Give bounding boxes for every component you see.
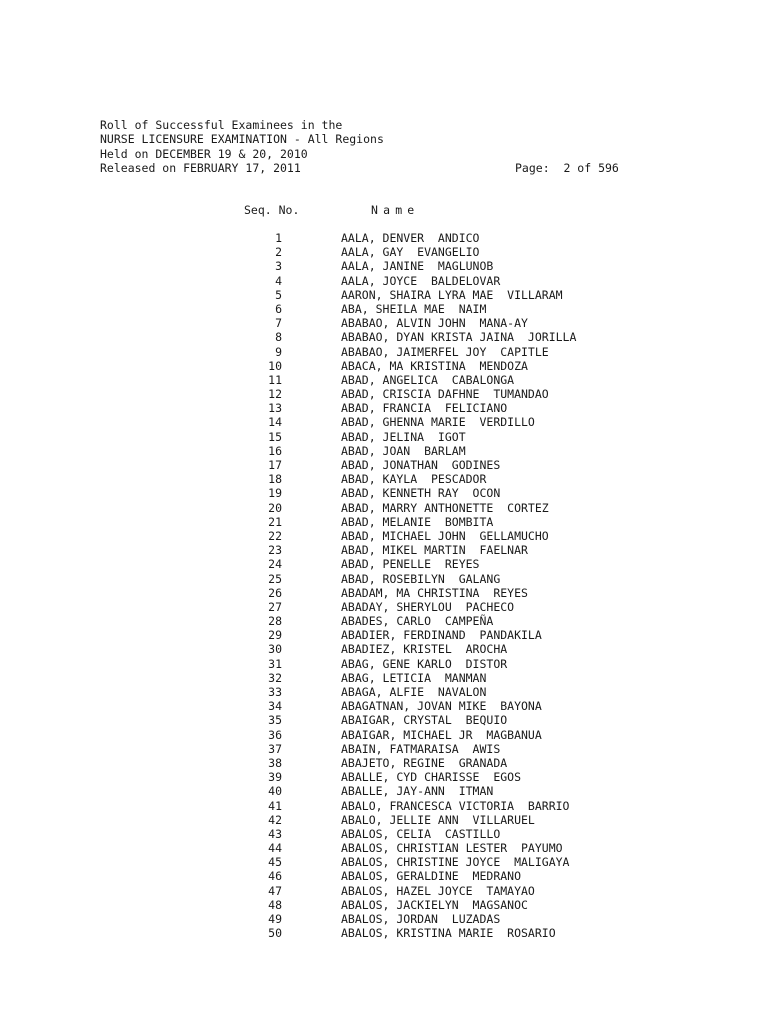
examinee-name: ABA, SHEILA MAE NAIM xyxy=(341,301,487,316)
examinee-name: ABALLE, JAY-ANN ITMAN xyxy=(341,784,494,799)
examinee-row xyxy=(240,600,660,614)
examinee-seq-no: 27 xyxy=(268,599,282,614)
examinee-name: ABAIN, FATMARAISA AWIS xyxy=(341,741,501,756)
examinee-row xyxy=(240,841,660,855)
examinee-seq-no: 29 xyxy=(268,628,282,643)
examinee-name: ABAD, ROSEBILYN GALANG xyxy=(341,571,501,586)
examinee-name: ABALO, FRANCESCA VICTORIA BARRIO xyxy=(341,798,570,813)
examinee-name: ABAD, PENELLE REYES xyxy=(341,557,480,572)
examinee-name: ABALOS, CHRISTIAN LESTER PAYUMO xyxy=(341,841,563,856)
examinee-name: ABALOS, GERALDINE MEDRANO xyxy=(341,869,522,884)
examinee-name: ABALO, JELLIE ANN VILLARUEL xyxy=(341,812,535,827)
examinee-seq-no: 30 xyxy=(268,642,282,657)
examinee-seq-no: 21 xyxy=(268,514,282,529)
examinee-seq-no: 8 xyxy=(275,330,282,345)
examinee-seq-no: 38 xyxy=(268,755,282,770)
header-release-date: Released on FEBRUARY 17, 2011 xyxy=(100,160,301,175)
examinee-row xyxy=(240,799,660,813)
examinee-row xyxy=(240,628,660,642)
examinee-seq-no: 40 xyxy=(268,784,282,799)
examinee-seq-no: 12 xyxy=(268,387,282,402)
examinee-row xyxy=(240,401,660,415)
examinee-row xyxy=(240,557,660,571)
examinee-name: ABADIER, FERDINAND PANDAKILA xyxy=(341,628,542,643)
examinee-seq-no: 6 xyxy=(275,301,282,316)
examinee-row xyxy=(240,302,660,316)
examinee-name: ABALOS, HAZEL JOYCE TAMAYAO xyxy=(341,883,535,898)
examinee-row xyxy=(240,813,660,827)
examinee-seq-no: 11 xyxy=(268,372,282,387)
examinee-row xyxy=(240,884,660,898)
examinee-name: ABAD, KAYLA PESCADOR xyxy=(341,472,487,487)
examinee-seq-no: 22 xyxy=(268,528,282,543)
examinee-seq-no: 28 xyxy=(268,614,282,629)
examinee-row xyxy=(240,472,660,486)
examinee-seq-no: 42 xyxy=(268,812,282,827)
examinee-row xyxy=(240,572,660,586)
header-release-row xyxy=(100,161,640,175)
examinee-name: ABAD, KENNETH RAY OCON xyxy=(341,486,501,501)
examinee-seq-no: 1 xyxy=(275,231,282,245)
examinee-seq-no: 45 xyxy=(268,855,282,870)
examinee-seq-no: 9 xyxy=(275,344,282,359)
examinee-seq-no: 17 xyxy=(268,458,282,472)
page-number: Page: 2 of 596 xyxy=(515,160,619,175)
examinee-seq-no: 26 xyxy=(268,585,282,600)
examinee-name: ABALOS, JACKIELYN MAGSANOC xyxy=(341,897,528,912)
examinee-seq-no: 5 xyxy=(275,287,282,302)
examinee-seq-no: 13 xyxy=(268,401,282,416)
examinee-row xyxy=(240,756,660,770)
examinee-row xyxy=(240,373,660,387)
examinee-name: ABADAM, MA CHRISTINA REYES xyxy=(341,585,528,600)
header-exam-date: Held on DECEMBER 19 & 20, 2010 xyxy=(100,146,308,161)
examinee-name: ABAJETO, REGINE GRANADA xyxy=(341,755,508,770)
examinee-name: ABAD, JONATHAN GODINES xyxy=(341,458,501,472)
examinee-seq-no: 46 xyxy=(268,869,282,884)
examinee-name: ABABAO, DYAN KRISTA JAINA JORILLA xyxy=(341,330,577,345)
examinee-seq-no: 33 xyxy=(268,685,282,699)
examinee-row xyxy=(240,387,660,401)
examinee-row xyxy=(240,869,660,883)
examinee-seq-no: 10 xyxy=(268,358,282,373)
examinee-seq-no: 37 xyxy=(268,741,282,756)
examinee-row xyxy=(240,543,660,557)
examinee-row xyxy=(240,926,660,940)
examinee-name: ABALOS, CHRISTINE JOYCE MALIGAYA xyxy=(341,855,570,870)
examinee-row xyxy=(240,642,660,656)
examinee-seq-no: 24 xyxy=(268,557,282,572)
examinee-name: ABAD, GHENNA MARIE VERDILLO xyxy=(341,415,535,430)
examinee-seq-no: 39 xyxy=(268,770,282,785)
examinee-name: ABADIEZ, KRISTEL AROCHA xyxy=(341,642,508,657)
examinee-name: ABAIGAR, CRYSTAL BEQUIO xyxy=(341,713,508,728)
examinee-row xyxy=(240,458,660,472)
examinee-row xyxy=(240,501,660,515)
examinee-name: ABAD, JOAN BARLAM xyxy=(341,443,466,458)
examinee-name: ABAD, MICHAEL JOHN GELLAMUCHO xyxy=(341,528,549,543)
examinee-name: ABABAO, ALVIN JOHN MANA-AY xyxy=(341,316,528,331)
examinee-seq-no: 34 xyxy=(268,699,282,714)
examinee-seq-no: 25 xyxy=(268,571,282,586)
examinee-seq-no: 15 xyxy=(268,429,282,444)
examinee-row xyxy=(240,359,660,373)
examinee-seq-no: 19 xyxy=(268,486,282,501)
examinee-seq-no: 35 xyxy=(268,713,282,728)
examinee-row xyxy=(240,415,660,429)
examinee-row xyxy=(240,345,660,359)
examinee-seq-no: 3 xyxy=(275,259,282,274)
examinee-row xyxy=(240,657,660,671)
document-header xyxy=(100,118,640,175)
examinee-seq-no: 23 xyxy=(268,543,282,558)
examinee-row xyxy=(240,586,660,600)
examinee-seq-no: 47 xyxy=(268,883,282,898)
examinee-row xyxy=(240,784,660,798)
examinee-row xyxy=(240,699,660,713)
examinee-name: ABABAO, JAIMERFEL JOY CAPITLE xyxy=(341,344,549,359)
seq-no-column-header: Seq. No. xyxy=(244,203,300,217)
examinee-row xyxy=(240,430,660,444)
examinee-seq-no: 36 xyxy=(268,727,282,742)
header-exam-name: NURSE LICENSURE EXAMINATION - All Regions xyxy=(100,132,384,147)
examinee-seq-no: 48 xyxy=(268,897,282,912)
examinee-row xyxy=(240,770,660,784)
examinee-row xyxy=(240,855,660,869)
examinee-name: ABALOS, JORDAN LUZADAS xyxy=(341,912,501,926)
examinee-row xyxy=(240,912,660,926)
examinee-row xyxy=(240,486,660,500)
examinee-name: ABADAY, SHERYLOU PACHECO xyxy=(341,599,515,614)
examinee-row xyxy=(240,685,660,699)
examinee-row xyxy=(240,274,660,288)
examinee-name: ABAD, MIKEL MARTIN FAELNAR xyxy=(341,543,528,558)
examinee-row xyxy=(240,231,660,245)
examinee-name: ABAD, CRISCIA DAFHNE TUMANDAO xyxy=(341,387,549,402)
examinee-seq-no: 2 xyxy=(275,245,282,260)
examinee-seq-no: 41 xyxy=(268,798,282,813)
examinee-name: ABAIGAR, MICHAEL JR MAGBANUA xyxy=(341,727,542,742)
examinee-name: AALA, DENVER ANDICO xyxy=(341,231,480,245)
examinee-name: ABALLE, CYD CHARISSE EGOS xyxy=(341,770,522,785)
examinee-name: ABADES, CARLO CAMPEÑA xyxy=(341,614,494,629)
examinee-seq-no: 4 xyxy=(275,273,282,288)
examinee-name: ABAD, ANGELICA CABALONGA xyxy=(341,372,515,387)
examinee-name: ABAG, GENE KARLO DISTOR xyxy=(341,656,508,671)
examinee-seq-no: 49 xyxy=(268,912,282,926)
examinee-name: ABALOS, KRISTINA MARIE ROSARIO xyxy=(341,926,556,941)
examinee-name: ABACA, MA KRISTINA MENDOZA xyxy=(341,358,528,373)
examinee-row xyxy=(240,330,660,344)
examinee-row xyxy=(240,259,660,273)
examinee-row xyxy=(240,728,660,742)
examinee-row xyxy=(240,671,660,685)
examinee-name: AALA, GAY EVANGELIO xyxy=(341,245,480,260)
examinee-row xyxy=(240,742,660,756)
examinee-name: ABAD, FRANCIA FELICIANO xyxy=(341,401,508,416)
examinee-seq-no: 16 xyxy=(268,443,282,458)
examinee-row xyxy=(240,245,660,259)
examinee-row xyxy=(240,713,660,727)
examinee-seq-no: 14 xyxy=(268,415,282,430)
examinee-row xyxy=(240,316,660,330)
examinee-name: ABAD, JELINA IGOT xyxy=(341,429,466,444)
name-column-header: Name xyxy=(371,203,420,217)
examinee-row xyxy=(240,529,660,543)
examinee-seq-no: 20 xyxy=(268,500,282,515)
examinee-seq-no: 44 xyxy=(268,841,282,856)
examinee-row xyxy=(240,827,660,841)
examinee-row xyxy=(240,288,660,302)
examinee-row xyxy=(240,515,660,529)
examinee-name: AALA, JANINE MAGLUNOB xyxy=(341,259,494,274)
examinee-name: ABAGA, ALFIE NAVALON xyxy=(341,685,487,699)
examinee-name: ABAD, MARRY ANTHONETTE CORTEZ xyxy=(341,500,549,515)
examinee-seq-no: 31 xyxy=(268,656,282,671)
header-title: Roll of Successful Examinees in the xyxy=(100,118,343,132)
examinee-seq-no: 7 xyxy=(275,316,282,331)
examinee-seq-no: 32 xyxy=(268,670,282,685)
examinee-seq-no: 43 xyxy=(268,826,282,841)
examinee-seq-no: 18 xyxy=(268,472,282,487)
examinee-name: AALA, JOYCE BALDELOVAR xyxy=(341,273,501,288)
examinee-list xyxy=(240,231,660,940)
examinee-name: ABALOS, CELIA CASTILLO xyxy=(341,826,501,841)
examinee-name: AARON, SHAIRA LYRA MAE VILLARAM xyxy=(341,287,563,302)
examinee-row xyxy=(240,898,660,912)
examinee-name: ABAD, MELANIE BOMBITA xyxy=(341,514,494,529)
examinee-name: ABAG, LETICIA MANMAN xyxy=(341,670,487,685)
examinee-row xyxy=(240,444,660,458)
examinee-name: ABAGATNAN, JOVAN MIKE BAYONA xyxy=(341,699,542,714)
examinee-seq-no: 50 xyxy=(268,926,282,941)
examinee-row xyxy=(240,614,660,628)
